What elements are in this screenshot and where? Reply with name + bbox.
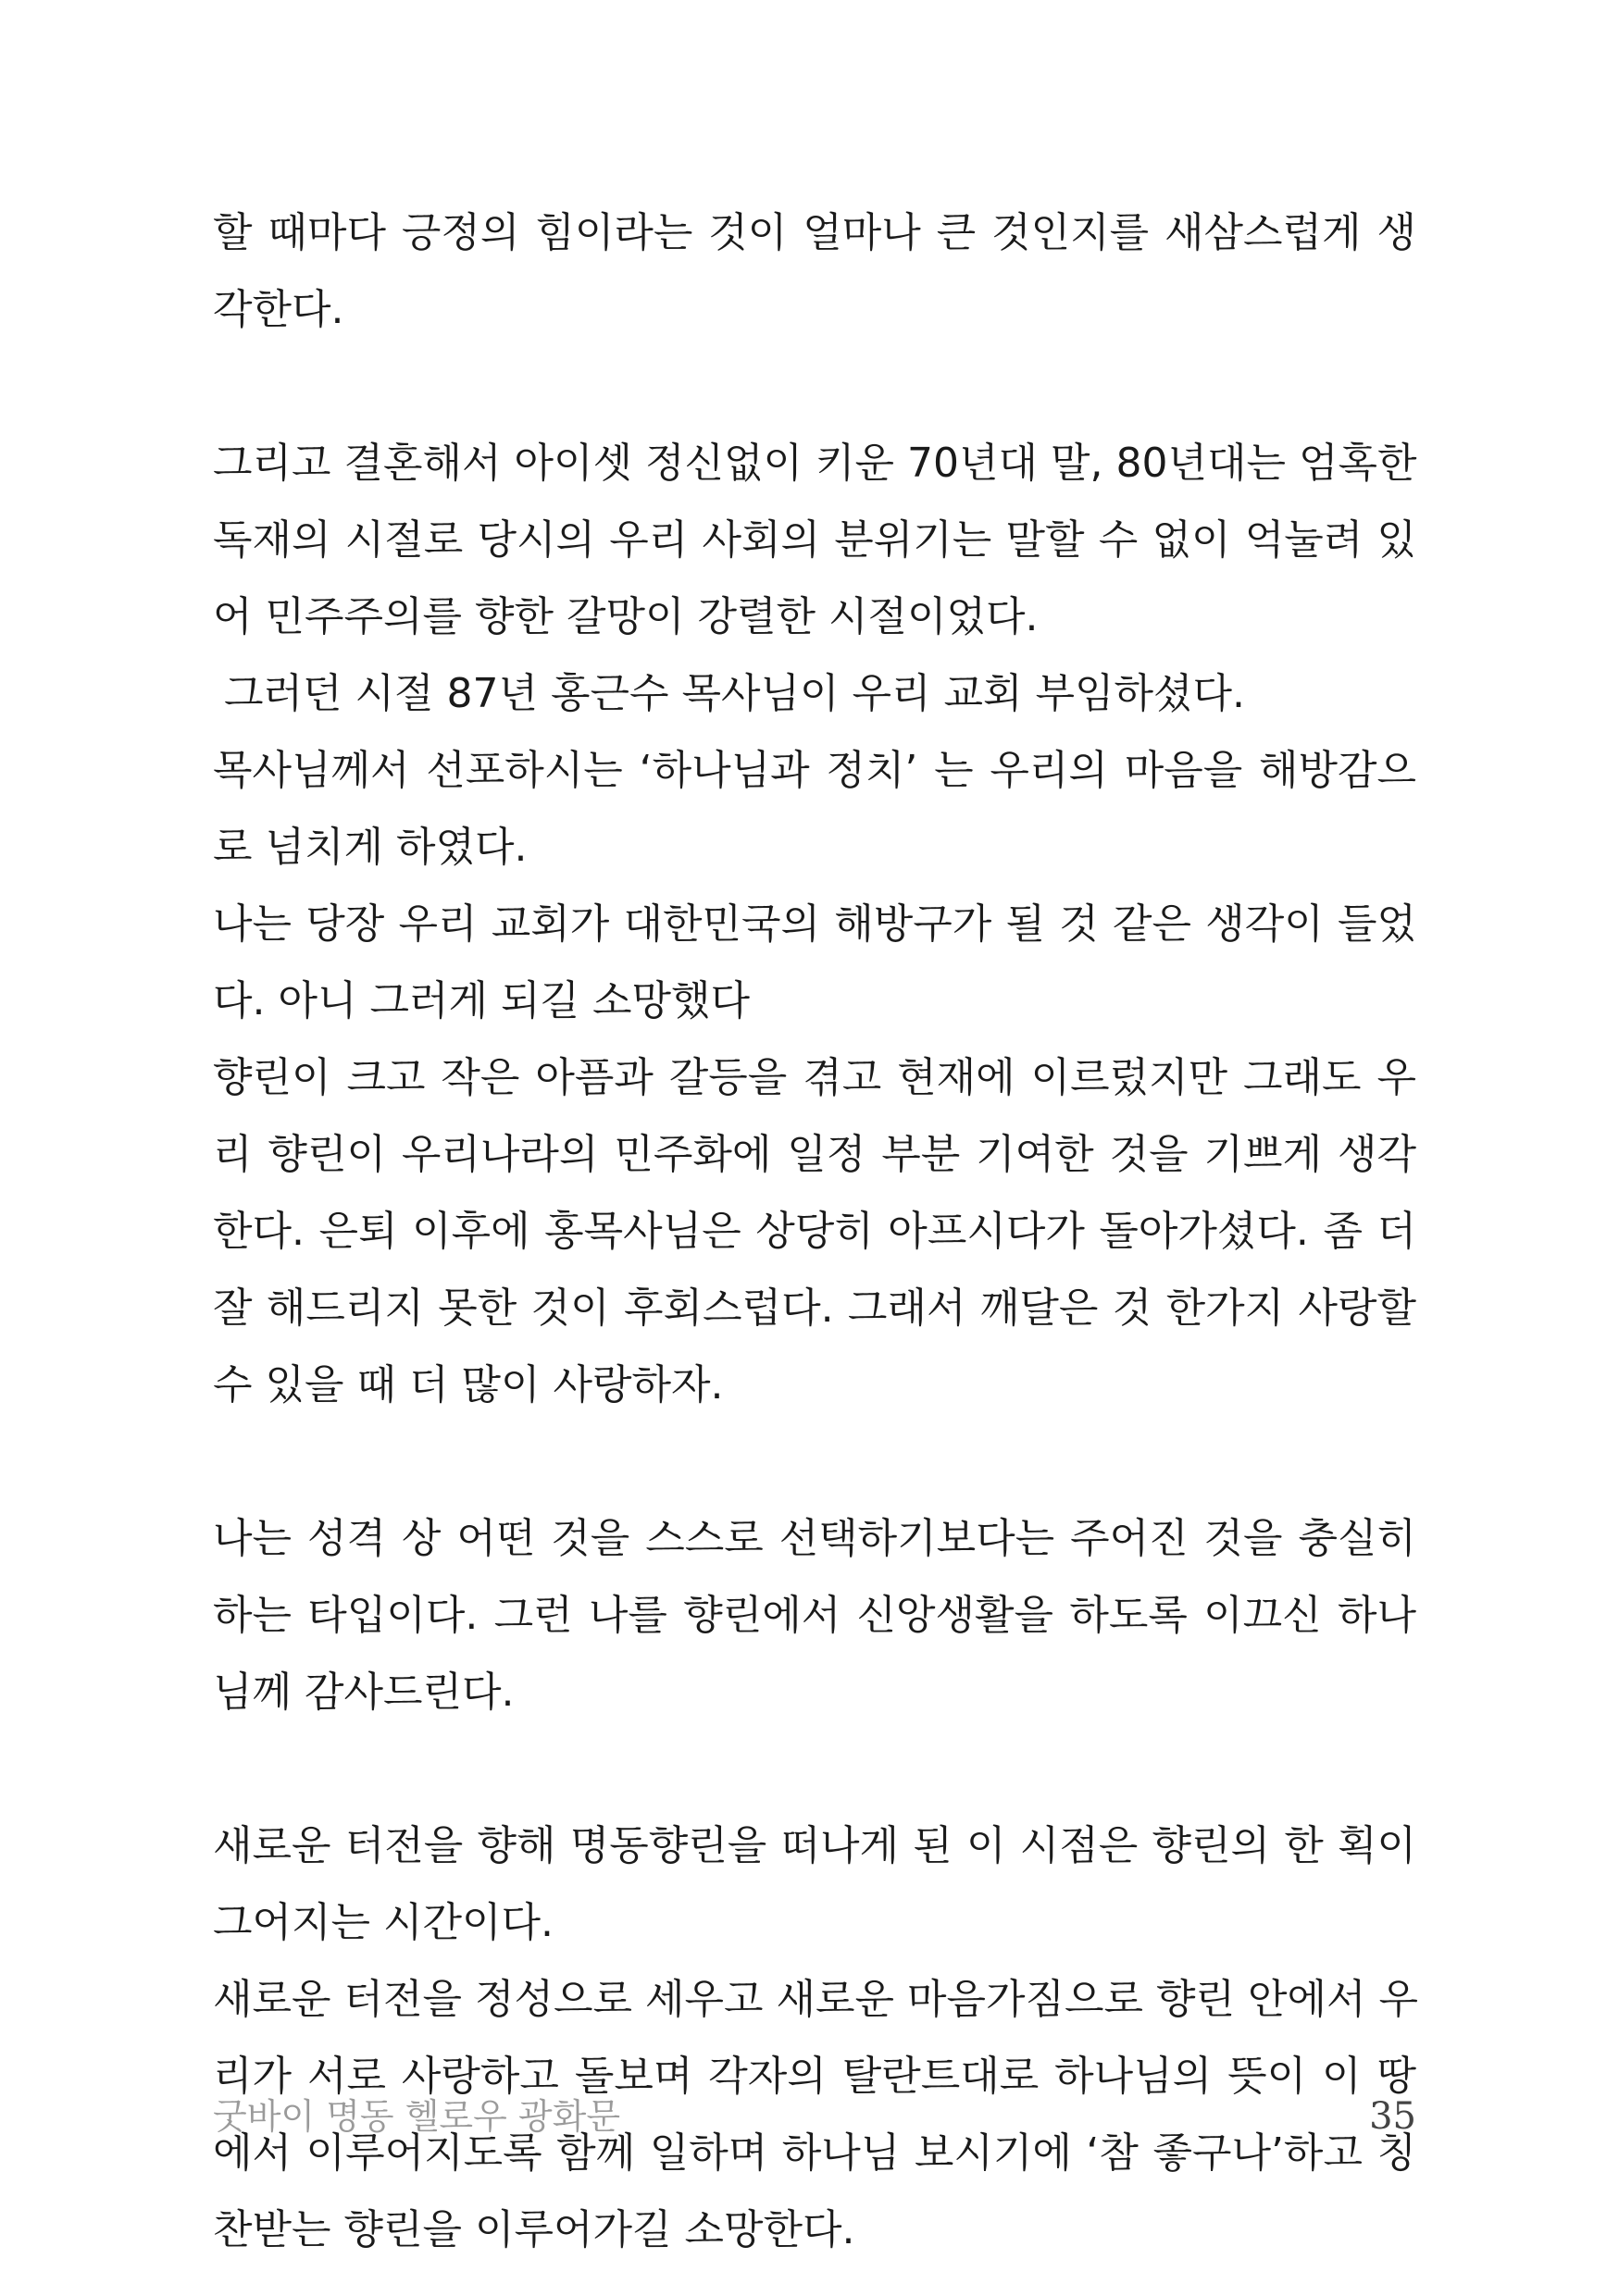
text-line: 잘 해드리지 못한 것이 후회스럽다. 그래서 깨달은 것 한가지 사랑할 <box>213 1285 1416 1332</box>
text-line: 각한다. <box>213 286 344 333</box>
text-line: 나는 성격 상 어떤 것을 스스로 선택하기보다는 주어진 것을 충실히 <box>213 1515 1416 1562</box>
text-line: 독재의 시절로 당시의 우리 사회의 분위기는 말할 수 없이 억눌려 있 <box>213 516 1416 564</box>
text-line: 나는 당장 우리 교회가 대한민국의 해방구가 될 것 같은 생각이 들었 <box>213 900 1416 948</box>
text-line: 에서 이루어지도록 함께 일하며 하나님 보시기에 ‘참 좋구나’하고 칭 <box>213 2129 1416 2177</box>
paragraph-gap <box>213 1731 1416 1807</box>
text-line: 할 때마다 긍정의 힘이라는 것이 얼마나 큰 것인지를 새삼스럽게 생 <box>213 209 1416 256</box>
paragraph-gap <box>213 348 1416 425</box>
text-line: 다. 아니 그러게 되길 소망했다 <box>213 977 750 1024</box>
text-line: 새로운 터전을 향해 명동향린을 떠나게 된 이 시점은 향린의 한 획이 <box>213 1822 1416 1869</box>
text-line: 님께 감사드린다. <box>213 1669 515 1716</box>
text-line: 찬받는 향린을 이루어가길 소망한다. <box>213 2206 855 2253</box>
text-line: 새로운 터전을 정성으로 세우고 새로운 마음가짐으로 향린 안에서 우 <box>213 1976 1418 2023</box>
page-number: 35 <box>1369 2095 1416 2138</box>
text-line: 그어지는 시간이다. <box>213 1899 554 1946</box>
text-line: 향린이 크고 작은 아픔과 갈등을 겪고 현재에 이르렀지만 그래도 우 <box>213 1054 1416 1101</box>
running-footer-title: 굿바이 명동 헬로우 광화문 <box>213 2096 621 2137</box>
text-line: 로 넘치게 하였다. <box>213 824 528 871</box>
text-line: 목사님께서 선포하시는 ‘하나님과 정치’ 는 우리의 마음을 해방감으 <box>213 747 1416 794</box>
text-line: 한다. 은퇴 이후에 홍목사님은 상당히 아프시다가 돌아가셨다. 좀 더 <box>213 1208 1416 1255</box>
text-line: 리가 서로 사랑하고 돌보며 각자의 탈란트대로 하나님의 뜻이 이 땅 <box>213 2053 1416 2100</box>
text-line: 그리고 결혼해서 아이셋 정신없이 키운 70년대 말, 80년대는 엄혹한 <box>213 440 1417 487</box>
text-line: 리 향린이 우리나라의 민주화에 일정 부분 기여한 것을 기쁘게 생각 <box>213 1131 1416 1178</box>
text-line: 하는 타입이다. 그런 나를 향린에서 신앙생활을 하도록 이끄신 하나 <box>213 1592 1416 1639</box>
text-line: 어 민주주의를 향한 갈망이 강렬한 시절이었다. <box>213 593 1039 640</box>
body-text <box>213 194 1416 2268</box>
page-footer <box>213 2093 1416 2140</box>
text-line: 그러던 시절 87년 홍근수 목사님이 우리 교회 부임하셨다. <box>224 670 1245 717</box>
text-line: 수 있을 때 더 많이 사랑하자. <box>213 1361 724 1409</box>
paragraph-gap <box>213 1423 1416 1500</box>
